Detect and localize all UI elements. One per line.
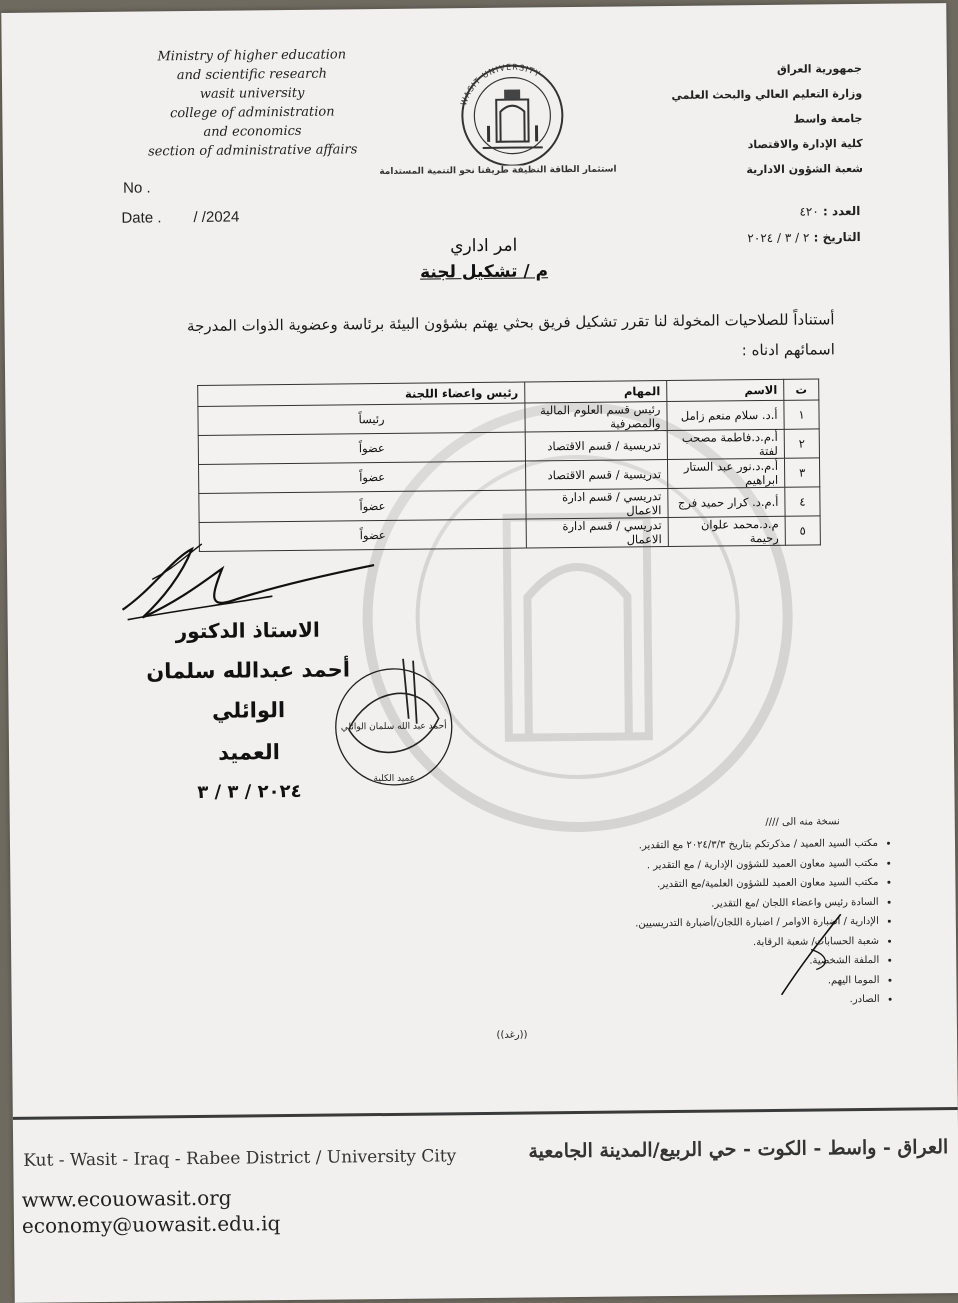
english-header-line: and scientific research [176,66,328,84]
arabic-header-line: شعبة الشؤون الادارية [746,161,864,177]
logo-text: WASIT UNIVERSITY [458,62,543,107]
arabic-header-line: وزارة التعليم العالي والبحث العلمي [671,86,863,102]
row-index: ٥ [785,516,820,545]
signer-name: أحمد عبدالله سلمان الوائلي [146,657,351,723]
arabic-date-label: التاريخ : [813,229,861,245]
row-task: تدريسية / قسم الاقتصاد [525,431,667,461]
english-header-line: section of administrative affairs [147,142,358,160]
order-title: امر اداري [450,235,518,257]
list-item: • مكتب السيد معاون العميد للشؤون الإدارية / مع التقدير . [530,853,878,876]
university-slogan: استثمار الطاقة النظيفة طريقنا نحو التنمية المستدامة [379,164,617,178]
row-index: ٢ [784,429,819,458]
date-label: Date . [121,209,162,227]
date-value: / /2024 [193,208,240,226]
committee-table [197,378,821,552]
arabic-number-row [720,204,860,219]
signer-position: العميد [218,740,281,765]
list-item: • مكتب السيد معاون العميد للشؤون العلمية/مع التقدير. [530,873,878,896]
list-item: • الملفة الشخصية. [531,951,879,974]
list-item: • السادة رئيس واعضاء اللجان /مع التقدير. [531,892,879,915]
initials-mark [771,909,852,1000]
column-header-index: ت [784,379,819,400]
row-task: تدريسي / قسم ادارة الاعمال [526,489,668,519]
row-role: عضواً [199,461,526,493]
english-header-line: wasit university [199,85,305,102]
english-header-line: and economics [203,123,302,140]
row-name: أ.م.د.نور عبد الستار ابراهيم [667,458,784,488]
list-item: • شعبة الحسابات/ شعبة الرقابة. [531,931,879,954]
list-item: • الإدارية / اضبارة الاوامر / اضبارة اللجان/أضبارة التدريسيين. [531,912,879,935]
english-header-line: college of administration [169,104,335,122]
typist-note: ((رغد)) [496,1029,528,1041]
column-header-task: المهام [525,381,667,403]
arabic-header-line: كلية الإدارة والاقتصاد [747,136,863,152]
no-label: No . [123,179,151,197]
footer-contacts [22,1184,281,1239]
footer-email: economy@uowasit.edu.iq [21,1211,281,1238]
row-role: عضواً [198,432,525,464]
row-role: عضواً [199,519,526,551]
english-header [122,45,383,162]
column-header-role: رئيس واعضاء اللجنة [198,382,525,406]
arabic-header [632,56,863,183]
row-task: تدريسي / قسم ادارة الاعمال [526,518,668,548]
seal-text: أحمد عبد الله سلمان الوائلي [340,721,447,733]
row-index: ٤ [785,487,820,516]
row-index: ١ [784,400,819,429]
university-logo [442,55,583,166]
row-role: رئيساً [198,403,525,435]
arabic-number-label: العدد : [822,203,861,219]
row-name: أ.د. سلام منعم زامل [667,400,784,430]
english-header-line: Ministry of higher education [157,47,347,65]
signature-date: ٢٠٢٤ / ٣ / ٣ [197,780,302,803]
row-index: ٣ [784,458,819,487]
order-body: أستناداً للصلاحيات المخولة لنا تقرر تشكيل فريق بحثي يهتم بشؤون البيئة برئاسة وعضوية الذوات المدرجة اسمائهم ادناه : [186,310,835,360]
arabic-number-value: ٤٢٠ [799,204,819,219]
signer-title: الاستاذ الدكتور [175,617,320,644]
row-task: تدريسية / قسم الاقتصاد [525,460,667,490]
row-name: م.د.محمد علوان رحيمة [668,516,785,546]
list-item: • مكتب السيد العميد / مذكرتكم بتاريخ ٢٠٢٤/٣/٣ مع التقدير. [530,834,878,857]
row-task: رئيس قسم العلوم المالية والمصرفية [525,402,667,432]
order-subject: م / تشكيل لجنة [419,261,549,283]
dean-seal-stamp [318,648,470,800]
row-name: أ.م.د.فاطمة مصحب لفتة [667,429,784,459]
footer-divider [13,1107,958,1120]
seal-text: عميد الكلية [373,773,416,785]
list-item: • الصادر. [532,990,880,1013]
arabic-date-row [701,230,861,246]
arabic-date-value: ٢ / ٣ / ٢٠٢٤ [747,230,810,246]
row-name: أ.م.د. كرار حميد فرج [668,487,785,517]
list-item: • الموما اليهم. [531,970,879,993]
arabic-header-line: جمهورية العراق [776,61,862,76]
arabic-header-line: جامعة واسط [793,111,863,126]
footer-address-arabic: العراق - واسط - الكوت - حي الربيع/المدينة الجامعية [528,1136,949,1163]
column-header-name: الاسم [667,379,784,401]
cc-heading: نسخة منه الى //// [765,816,840,829]
footer-website: www.ecouowasit.org [21,1185,232,1212]
document-page [1,3,958,1303]
row-role: عضواً [199,490,526,522]
footer-address-english: Kut - Wasit - Iraq - Rabee District / University City [23,1146,457,1171]
